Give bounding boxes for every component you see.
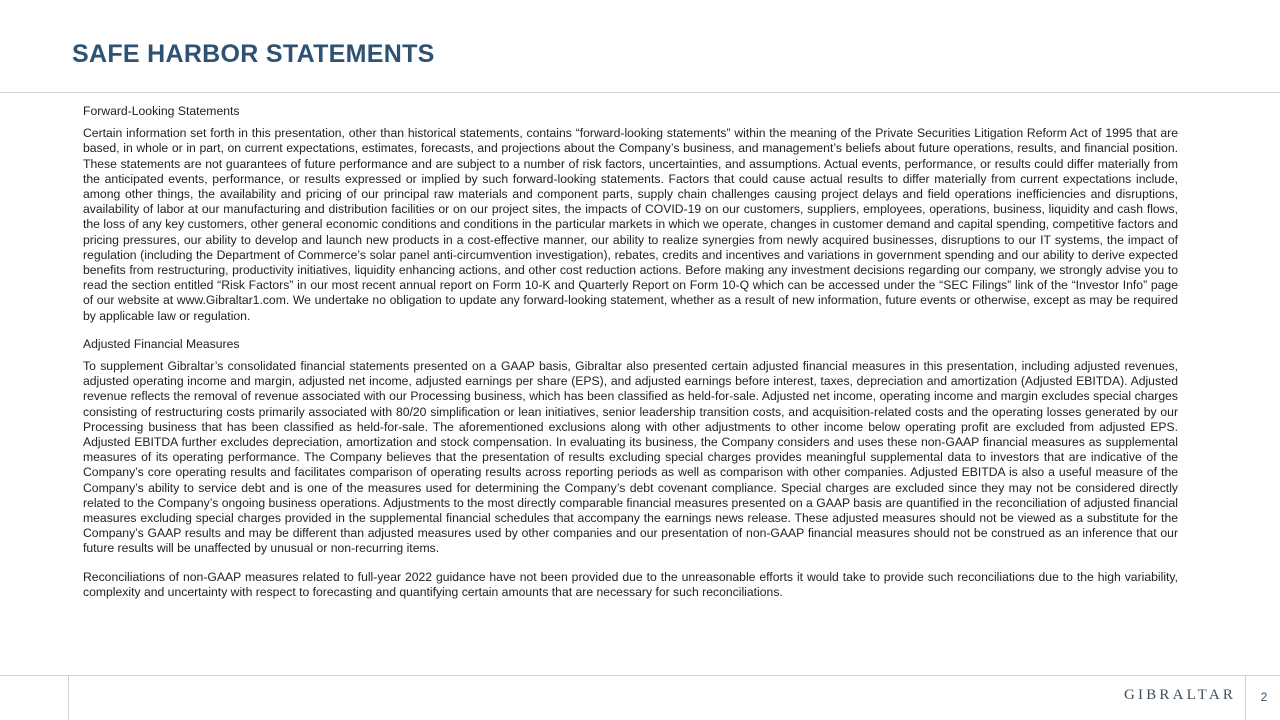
- slide-body: [83, 104, 1178, 600]
- forward-looking-heading: Forward-Looking Statements: [83, 104, 240, 118]
- forward-looking-paragraph: Certain information set forth in this presentation, other than historical statements, contains “forward-looking statements” within the meaning of the Private Securities Litigation Reform Act of 1995 that are based, in whole or in part, on current expectations, estimates, forecasts, and projections about the Company’s business, and management’s beliefs about future operations, results, and financial position. These statements are not guarantees of future performance and are subject to a number of risk factors, uncertainties, and assumptions. Actual events, performance, or results could differ materially from the anticipated events, performance, or results expressed or implied by such forward-looking statements. Factors that could cause actual results to differ materially from current expectations include, among other things, the availability and pricing of our principal raw materials and component parts, supply chain challenges causing project delays and field operations inefficiencies and disruptions, availability of labor at our manufacturing and distribution facilities or on our project sites, the impacts of COVID-19 on our customers, suppliers, employees, operations, business, liquidity and cash flows, the loss of any key customers, other general economic conditions and conditions in the particular markets in which we operate, changes in customer demand and capital spending, competitive factors and pricing pressures, our ability to develop and launch new products in a cost-effective manner, our ability to realize synergies from newly acquired businesses, disruptions to our IT systems, the impact of regulation (including the Department of Commerce’s solar panel anti-circumvention investigation), rebates, credits and incentives and variations in government spending and our ability to derive expected benefits from restructuring, productivity initiatives, liquidity enhancing actions, and other cost reduction actions. Before making any investment decisions regarding our company, we strongly advise you to read the section entitled “Risk Factors” in our most recent annual report on Form 10-K and Quarterly Report on Form 10-Q which can be accessed under the “SEC Filings” link of the “Investor Info” page of our website at www.Gibraltar1.com. We undertake no obligation to update any forward-looking statement, whether as a result of new information, future events or otherwise, except as may be required by applicable law or regulation.: [83, 126, 1178, 323]
- footer-left-divider: [68, 675, 69, 720]
- title-divider: [0, 92, 1280, 93]
- footer-right-divider: [1245, 675, 1246, 720]
- reconciliations-paragraph: Reconciliations of non-GAAP measures related to full-year 2022 guidance have not been provided due to the unreasonable efforts it would take to provide such reconciliations due to the high variability, complexity and uncertainty with respect to forecasting and quantifying certain amounts that are necessary for such reconciliations.: [83, 569, 1178, 599]
- gibraltar-logo: GIBRALTAR: [1124, 687, 1237, 703]
- adjusted-measures-paragraph: To supplement Gibraltar’s consolidated financial statements presented on a GAAP basis, Gibraltar also presented certain adjusted financial measures in this presentation, including adjusted revenues, adjusted operating income and margin, adjusted net income, adjusted earnings per share (EPS), and adjusted earnings before interest, taxes, depreciation and amortization (Adjusted EBITDA). Adjusted revenue reflects the removal of revenue associated with our Processing business, which has been classified as held-for-sale. Adjusted net income, operating income and margin excludes special charges consisting of restructuring costs primarily associated with 80/20 simplification or lean initiatives, senior leadership transition costs, and acquisition-related costs and the operating losses generated by our Processing business that has been classified as held-for-sale. The aforementioned exclusions along with other adjustments to other income below operating profit are excluded from adjusted EPS. Adjusted EBITDA further excludes depreciation, amortization and stock compensation. In evaluating its business, the Company considers and uses these non-GAAP financial measures as supplemental measures of its operating performance. The Company believes that the presentation of results excluding special charges provides meaningful supplemental data to investors that are indicative of the Company’s core operating results and facilitates comparison of operating results across reporting periods as well as comparison with other companies. Adjusted EBITDA is also a useful measure of the Company’s ability to service debt and is one of the measures used for determining the Company’s debt covenant compliance. Special charges are excluded since they may not be considered directly related to the Company’s ongoing business operations. Adjustments to the most directly comparable financial measures presented on a GAAP basis are quantified in the reconciliation of adjusted financial measures excluding special charges provided in the supplemental financial schedules that accompany the earnings news release. These adjusted measures should not be viewed as a substitute for the Company’s GAAP results and may be different than adjusted measures used by other companies and our presentation of non-GAAP financial measures should not be construed as an inference that our future results will be unaffected by unusual or non-recurring items.: [83, 359, 1178, 556]
- slide-title: SAFE HARBOR STATEMENTS: [72, 40, 435, 68]
- page-number: 2: [1260, 690, 1268, 704]
- footer-divider: [0, 675, 1280, 676]
- adjusted-measures-heading: Adjusted Financial Measures: [83, 336, 240, 351]
